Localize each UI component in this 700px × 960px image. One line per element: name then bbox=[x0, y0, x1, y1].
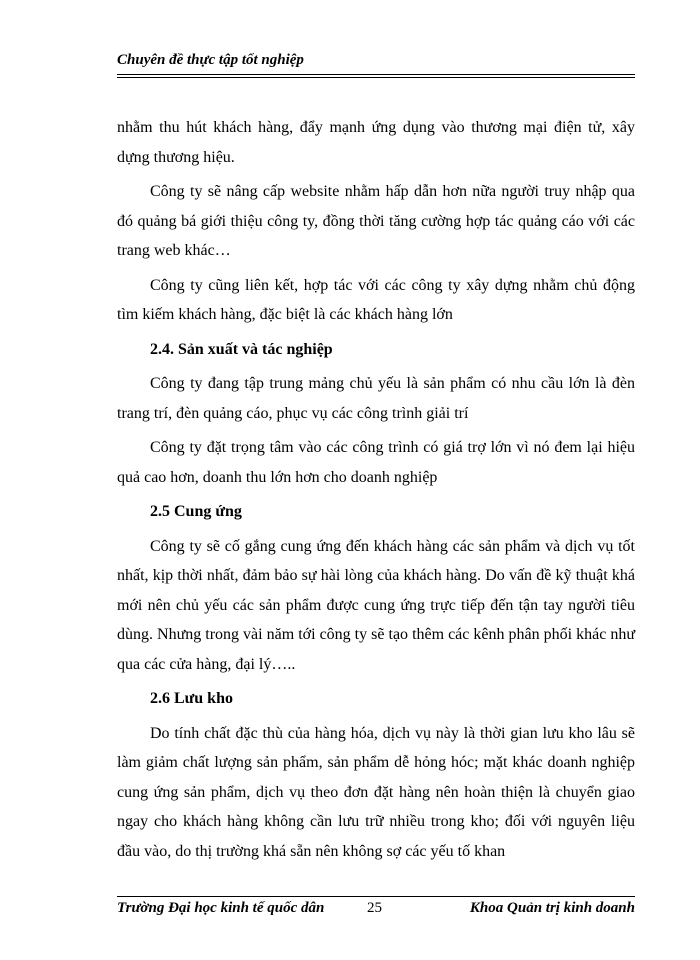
header-rule-thin bbox=[117, 77, 635, 78]
paragraph-website: Công ty sẽ nâng cấp website nhằm hấp dẫn hơn nữa người truy nhập qua đó quảng bá giới thiệu công ty, đồng thời tăng cường hợp tác quảng cáo với các trang web khác… bbox=[117, 183, 635, 259]
footer-university: Trường Đại học kinh tế quốc dân bbox=[117, 900, 325, 916]
footer-faculty: Khoa Quản trị kinh doanh bbox=[469, 900, 635, 916]
paragraph-continuation: nhằm thu hút khách hàng, đẩy mạnh ứng dụng vào thương mại điện tử, xây dựng thương hiệu. bbox=[117, 119, 635, 166]
paragraph-supply: Công ty sẽ cố gắng cung ứng đến khách hàng các sản phẩm và dịch vụ tốt nhất, kịp thời nhất, đảm bảo sự hài lòng của khách hàng. Do vấn đề kỹ thuật khá mới nên chủ yếu các sản phẩm được cung ứng trực tiếp đến tận tay người tiêu dùng. Nhưng trong vài năm tới công ty sẽ tạo thêm các kênh phân phối khác như qua các cửa hàng, đại lý….. bbox=[117, 537, 635, 673]
page-number: 25 bbox=[367, 900, 382, 916]
header-rule bbox=[117, 74, 635, 75]
paragraph-storage: Do tính chất đặc thù của hàng hóa, dịch vụ này là thời gian lưu kho lâu sẽ làm giảm chất lượng sản phẩm, sản phẩm dễ hỏng hóc; mặt khác doanh nghiệp cung ứng sản phẩm, dịch vụ theo đơn đặt hàng nên hoàn thiện là chuyển giao ngay cho khách hàng không cần lưu trữ nhiều trong kho; đối với nguyên liệu đầu vào, do thị trường khá sẵn nên không sợ các yếu tố khan bbox=[117, 724, 635, 860]
page-body bbox=[117, 113, 635, 871]
footer-rule bbox=[117, 896, 635, 897]
section-heading-2-4: 2.4. Sản xuất và tác nghiệp bbox=[150, 340, 333, 358]
section-heading-2-5: 2.5 Cung ứng bbox=[150, 503, 242, 520]
paragraph-projects: Công ty đặt trọng tâm vào các công trình có giá trợ lớn vì nó đem lại hiệu quả cao hơn, doanh thu lớn hơn cho doanh nghiệp bbox=[117, 439, 635, 486]
running-header: Chuyên đề thực tập tốt nghiệp bbox=[117, 52, 304, 68]
paragraph-products: Công ty đang tập trung mảng chủ yếu là sản phẩm có nhu cầu lớn là đèn trang trí, đèn quảng cáo, phục vụ các công trình giải trí bbox=[117, 375, 635, 422]
section-heading-2-6: 2.6 Lưu kho bbox=[150, 690, 233, 707]
paragraph-partnership: Công ty cũng liên kết, hợp tác với các công ty xây dựng nhằm chủ động tìm kiếm khách hàng, đặc biệt là các khách hàng lớn bbox=[117, 276, 635, 323]
